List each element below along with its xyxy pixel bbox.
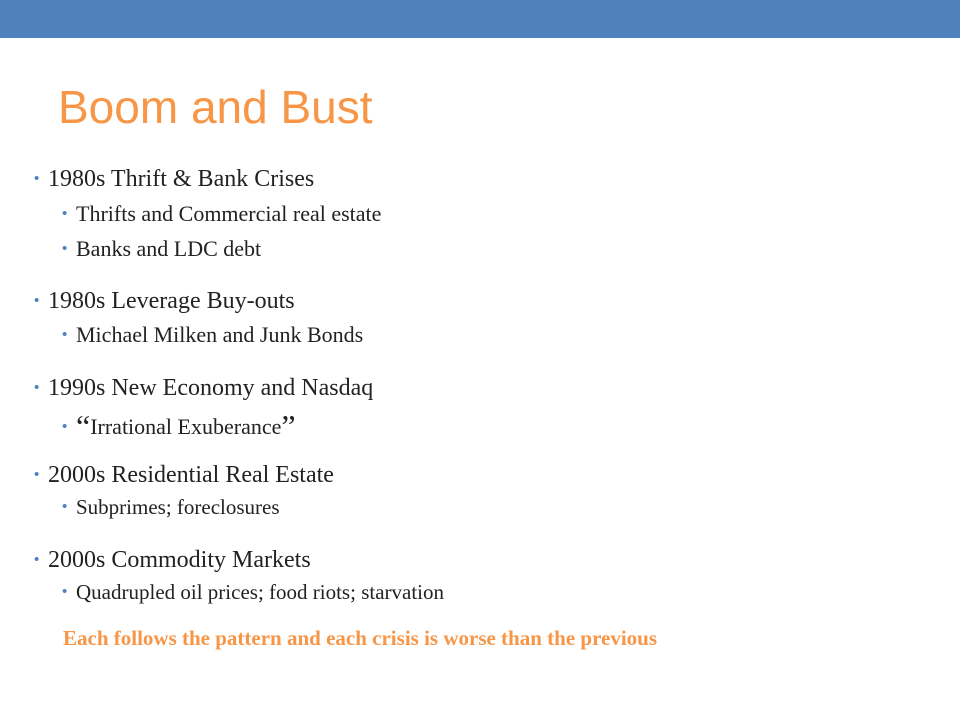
bullet-dot-icon: •	[62, 205, 68, 222]
sub-bullet-item	[62, 582, 444, 603]
sub-bullet-item	[62, 203, 381, 225]
bullet-dot-icon: •	[34, 379, 40, 396]
sub-bullet-text: Banks and LDC debt	[76, 236, 262, 261]
bullet-item	[34, 548, 311, 572]
bullet-text: 1980s Thrift & Bank Crises	[48, 166, 315, 192]
sub-bullet-text: Quadrupled oil prices; food riots; starvation	[76, 580, 445, 604]
bullet-dot-icon: •	[62, 418, 68, 435]
close-quote: ”	[281, 408, 296, 444]
bullet-dot-icon: •	[62, 240, 68, 257]
sub-bullet-item	[62, 324, 363, 346]
bullet-dot-icon: •	[62, 498, 68, 515]
bullet-dot-icon: •	[34, 466, 40, 483]
bullet-item	[34, 376, 373, 400]
bullet-item	[34, 289, 295, 313]
sub-bullet-text: Irrational Exuberance	[90, 414, 282, 439]
sub-bullet-item	[62, 497, 280, 518]
bullet-dot-icon: •	[62, 583, 68, 600]
sub-bullet-item	[62, 410, 296, 442]
bullet-text: 2000s Commodity Markets	[48, 547, 311, 573]
sub-bullet-text: Subprimes; foreclosures	[76, 495, 280, 519]
bullet-item	[34, 463, 334, 487]
bullet-dot-icon: •	[34, 551, 40, 568]
bullet-dot-icon: •	[34, 170, 40, 187]
bullet-text: 2000s Residential Real Estate	[48, 462, 334, 488]
bullet-dot-icon: •	[34, 292, 40, 309]
bullet-text: 1990s New Economy and Nasdaq	[48, 375, 374, 401]
sub-bullet-item	[62, 238, 261, 260]
sub-bullet-text: Michael Milken and Junk Bonds	[76, 322, 364, 347]
slide-title: Boom and Bust	[58, 81, 373, 133]
bullet-dot-icon: •	[62, 326, 68, 343]
sub-bullet-text: Thrifts and Commercial real estate	[76, 201, 382, 226]
bullet-item	[34, 167, 314, 191]
open-quote: “	[76, 408, 91, 444]
conclusion-text: Each follows the pattern and each crisis is worse than the previous	[63, 626, 658, 650]
bullet-text: 1980s Leverage Buy-outs	[48, 288, 295, 314]
